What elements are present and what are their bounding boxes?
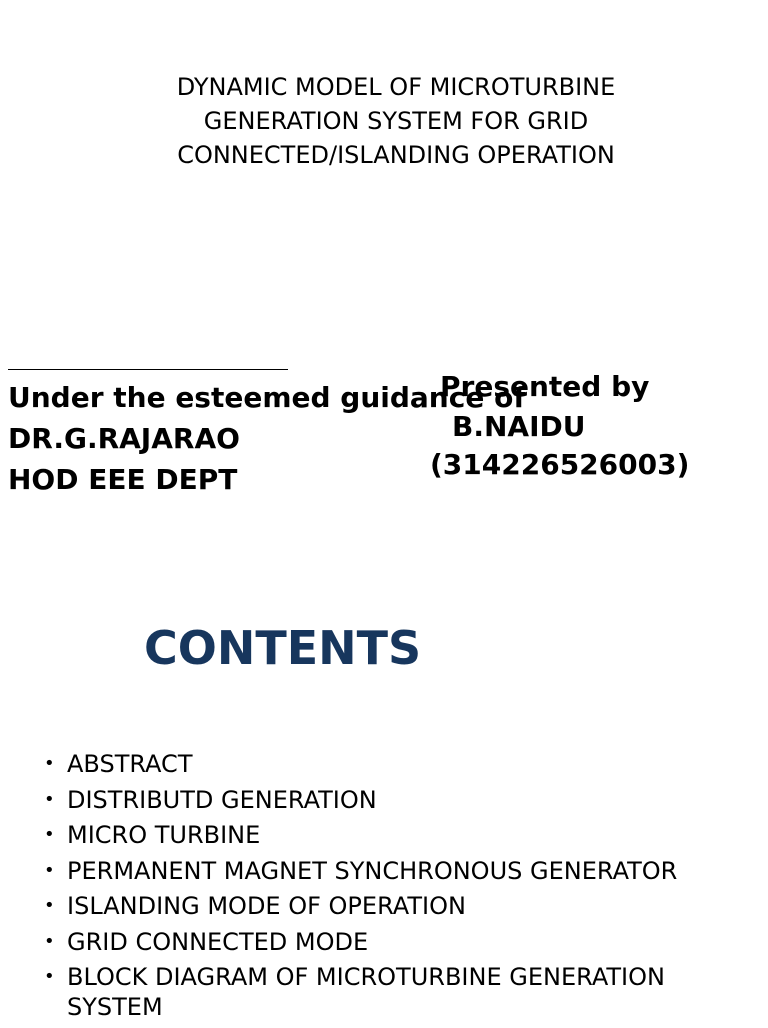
list-item-label: PERMANENT MAGNET SYNCHRONOUS GENERATOR [67, 856, 678, 885]
list-item [44, 962, 734, 1022]
title-line: CONNECTED/ISLANDING OPERATION [177, 141, 615, 169]
guide-designation: HOD EEE DEPT [8, 463, 238, 496]
list-item [44, 927, 734, 957]
presenter-roll-number: (314226526003) [430, 448, 690, 481]
list-item [44, 891, 734, 921]
guide-name: DR.G.RAJARAO [8, 422, 240, 455]
list-item [44, 785, 734, 815]
title-line: GENERATION SYSTEM FOR GRID [203, 107, 589, 135]
bullet-icon: • [44, 753, 55, 774]
list-item [44, 820, 734, 850]
list-item-label: ISLANDING MODE OF OPERATION [67, 892, 466, 920]
bullet-icon: • [44, 895, 55, 916]
title-line: DYNAMIC MODEL OF MICROTURBINE [176, 73, 616, 101]
bullet-icon: • [44, 859, 55, 881]
list-item [44, 749, 734, 779]
presenter-intro: Presented by [440, 370, 650, 403]
bullet-icon: • [44, 930, 55, 952]
list-item-label: DISTRIBUTD GENERATION [67, 785, 377, 814]
list-item-label: MICRO TURBINE [67, 821, 261, 849]
contents-heading: CONTENTS [144, 621, 422, 675]
bullet-icon: • [44, 788, 55, 810]
contents-list [44, 749, 734, 1028]
page-title [96, 70, 696, 172]
list-item-label: GRID CONNECTED MODE [67, 927, 369, 956]
bullet-icon: • [44, 824, 55, 845]
list-item [44, 856, 734, 886]
presenter-name: B.NAIDU [452, 410, 586, 443]
bullet-icon: • [44, 966, 55, 987]
guidance-intro: Under the esteemed guidance of [8, 381, 526, 414]
divider [8, 369, 288, 370]
list-item-label: BLOCK DIAGRAM OF MICROTURBINE GENERATION SYSTEM [67, 963, 665, 1021]
list-item-label: ABSTRACT [67, 750, 193, 778]
